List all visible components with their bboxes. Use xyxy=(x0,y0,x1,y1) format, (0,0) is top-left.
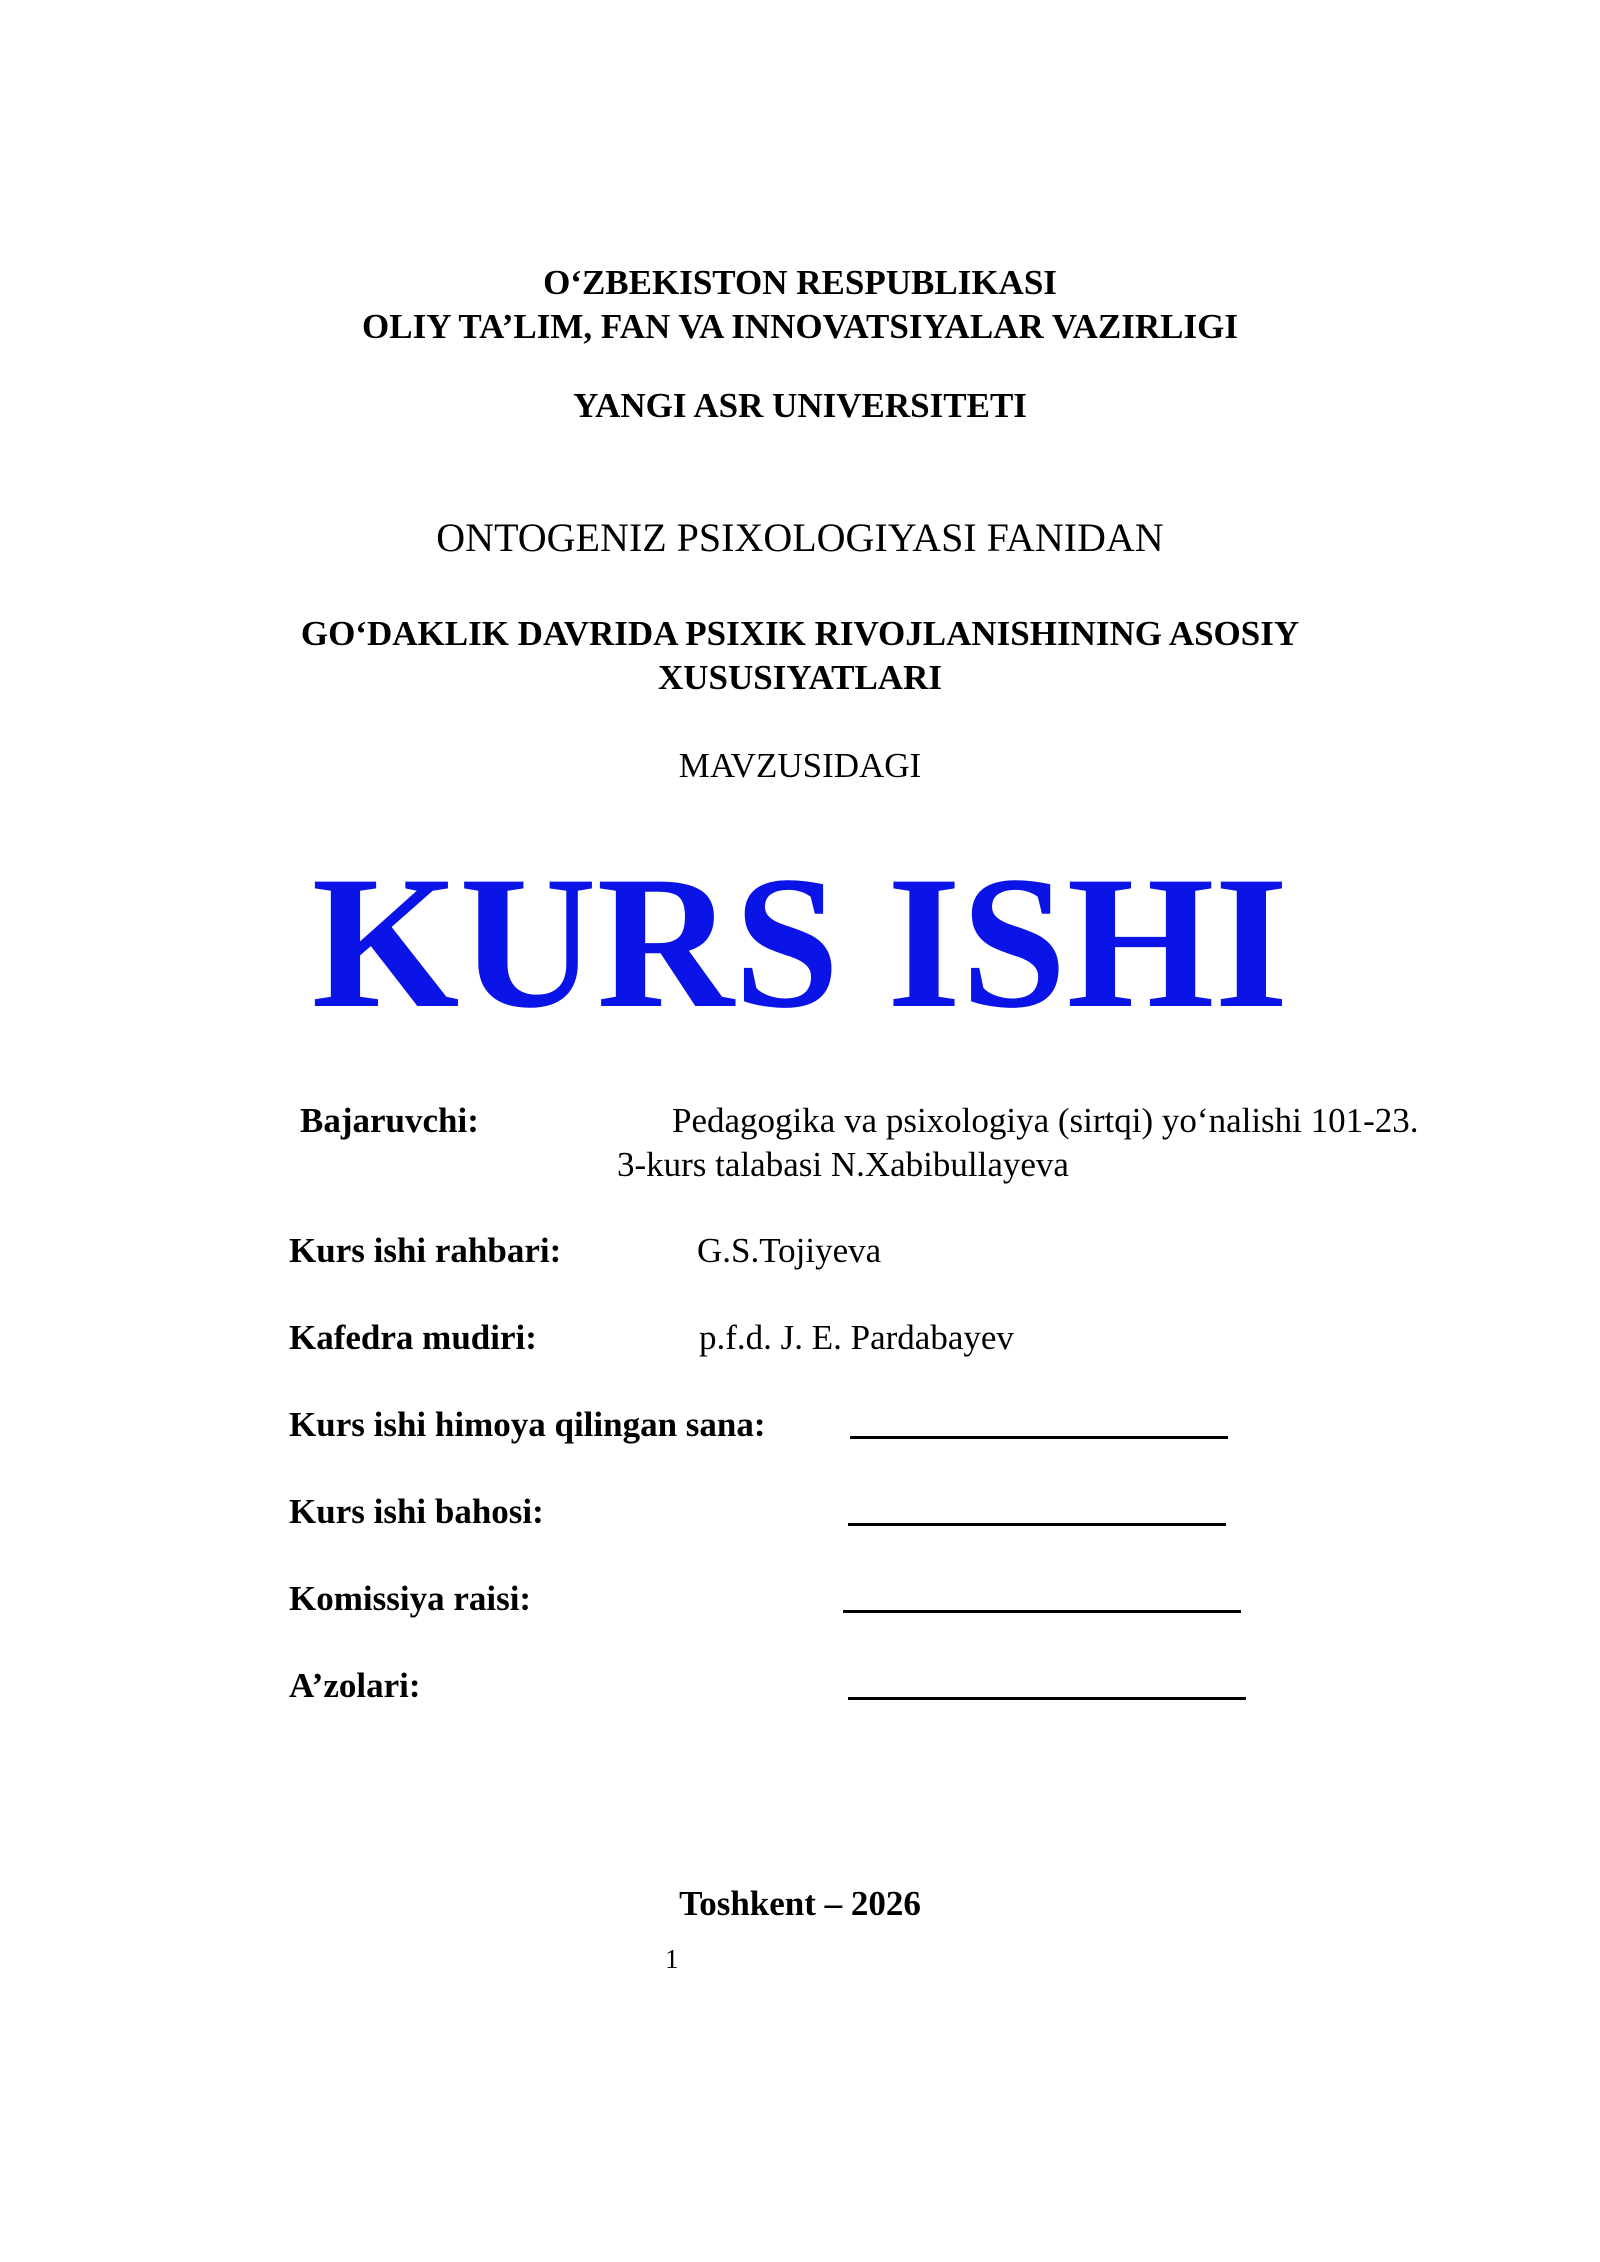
supervisor-label: Kurs ishi rahbari: xyxy=(289,1231,562,1270)
performer-line-1: Pedagogika va psixologiya (sirtqi) yo‘nalishi 101-23. xyxy=(672,1101,1419,1140)
defense-date-blank-line xyxy=(850,1436,1228,1439)
commission-chair-blank-line xyxy=(843,1610,1241,1613)
department-head-label: Kafedra mudiri: xyxy=(289,1318,537,1357)
department-head-value: p.f.d. J. E. Pardabayev xyxy=(699,1318,1014,1357)
performer-label: Bajaruvchi: xyxy=(300,1101,479,1140)
members-label: A’zolari: xyxy=(289,1666,421,1705)
grade-blank-line xyxy=(848,1523,1226,1526)
performer-line-2: 3-kurs talabasi N.Xabibullayeva xyxy=(617,1145,1069,1184)
subject-heading: ONTOGENIZ PSIXOLOGIYASI FANIDAN xyxy=(436,515,1164,560)
grade-label: Kurs ishi bahosi: xyxy=(289,1492,544,1531)
commission-chair-label: Komissiya raisi: xyxy=(289,1579,532,1618)
city-year: Toshkent – 2026 xyxy=(679,1884,921,1923)
topic-line-2: XUSUSIYATLARI xyxy=(658,658,942,697)
republic-heading: O‘ZBEKISTON RESPUBLIKASI xyxy=(543,263,1057,302)
topic-suffix: MAVZUSIDAGI xyxy=(678,746,922,785)
document-title: KURS ISHI xyxy=(311,838,1289,1048)
defense-date-label: Kurs ishi himoya qilingan sana: xyxy=(289,1405,766,1444)
page-number: 1 xyxy=(665,1944,679,1974)
ministry-heading: OLIY TA’LIM, FAN VA INNOVATSIYALAR VAZIRLIGI xyxy=(362,307,1238,346)
supervisor-value: G.S.Tojiyeva xyxy=(697,1231,882,1270)
topic-line-1: GO‘DAKLIK DAVRIDA PSIXIK RIVOJLANISHINING ASOSIY xyxy=(300,614,1300,653)
university-heading: YANGI ASR UNIVERSITETI xyxy=(573,386,1027,425)
members-blank-line xyxy=(848,1697,1246,1700)
